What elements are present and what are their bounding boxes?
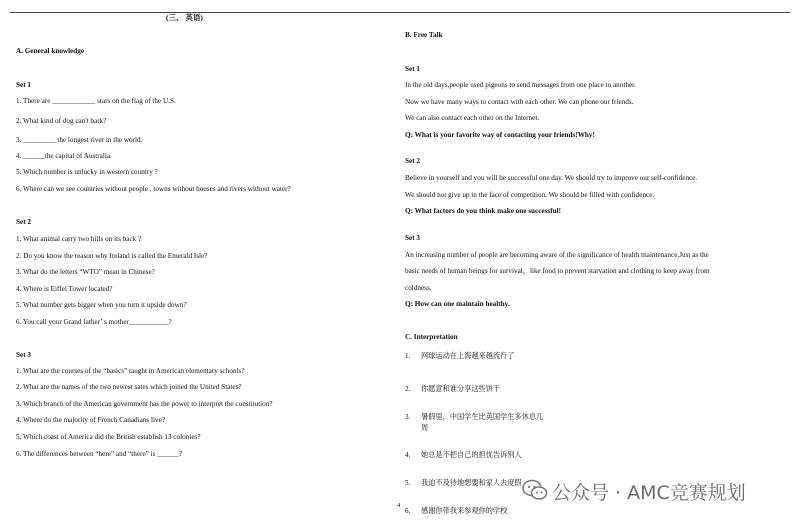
header-rule xyxy=(10,12,790,13)
interp-text: 你愿意和谁分享这些饼干 xyxy=(421,385,501,393)
question: 6. Where can we see countries without people , towns without houses and rivers without water? xyxy=(16,185,291,193)
question: 6. You call your Grand father’ s mother___________? xyxy=(16,318,172,326)
interp-number: 1. xyxy=(405,352,411,360)
question: 5. Which coast of America did the British establish 13 colonies? xyxy=(16,433,201,441)
question: 6. The differences between “here” and “there” is ______? xyxy=(16,450,182,458)
paragraph-line: Now we have many ways to contact with each other. We can phone our friends. xyxy=(405,98,634,106)
question: 4. Where do the majority of French Canadians live? xyxy=(16,416,165,424)
wechat-icon xyxy=(522,478,548,502)
question: 2. What kind of dog can't bark? xyxy=(16,117,107,125)
question: 2. Do you know the reason why Ireland is called the Emerald Isle? xyxy=(16,252,208,260)
discussion-question: Q: How can one maintain healthy. xyxy=(405,300,510,308)
question: 1. What are the courses of the “basics” taught in American elementary schools? xyxy=(16,367,245,375)
interp-text-cont: 周 xyxy=(421,424,429,432)
interp-number: 5. xyxy=(405,479,411,487)
paragraph-line: In the old days,people used pigeons to send messages from one place to another. xyxy=(405,81,636,89)
question: 3. Which branch of the American government has the power to interpret the constitution? xyxy=(16,400,273,408)
interp-text: 她总是不把自己的担忧告诉别人 xyxy=(421,451,522,459)
paragraph-line: Believe in yourself and you will be successful one day. We should try to improve our self-confidence. xyxy=(405,174,698,182)
interp-number: 2. xyxy=(405,385,411,393)
interp-number: 6. xyxy=(405,507,411,515)
watermark-text: 公众号 · AMC竞赛规划 xyxy=(552,482,746,504)
free-talk-set1-title: Set 1 xyxy=(405,65,420,73)
paragraph-line: An increasing number of people are becoming aware of the significance of health maintenance.Just as the xyxy=(405,251,709,259)
free-talk-set2-title: Set 2 xyxy=(405,157,420,165)
question: 5. What number gets bigger when you turn it upside down? xyxy=(16,301,187,309)
discussion-question: Q: What is your favorite way of contacting your friends!Why! xyxy=(405,131,595,139)
set1-title: Set 1 xyxy=(16,81,31,89)
interp-number: 4. xyxy=(405,451,411,459)
free-talk-set3-title: Set 3 xyxy=(405,234,420,242)
discussion-question: Q: What factors do you think make one successful! xyxy=(405,207,562,215)
section-a-title: A. General knowledge xyxy=(16,47,85,55)
paragraph-line: coldness. xyxy=(405,284,432,292)
question: 3. What do the letters “WTO” mean in Chinese? xyxy=(16,268,155,276)
page-header: (三、 英语) xyxy=(166,13,203,22)
interp-text: 感谢你带我来参观你的学校 xyxy=(421,507,508,515)
interp-text: 网球运动在上海越来越流行了 xyxy=(421,352,515,360)
interp-number: 3. xyxy=(405,413,411,421)
question: 2. What are the names of the two newest sates which joined the United States? xyxy=(16,383,242,391)
section-c-title: C. Interpretation xyxy=(405,333,458,341)
paragraph-line: basic needs of human beings for survival，like food to prevent starvation and clothing to keep away from xyxy=(405,267,710,275)
page-number: 4 xyxy=(397,502,401,509)
question: 4. Where is Eiffel Tower located? xyxy=(16,285,113,293)
paragraph-line: We should not give up in the face of competition. We should be filled with confidence. xyxy=(405,191,655,199)
paragraph-line: We can also contact each other on the Internet. xyxy=(405,114,540,122)
set2-title: Set 2 xyxy=(16,218,31,226)
section-b-title: B. Free Talk xyxy=(405,31,443,39)
interp-text: 暑假里，中国学生比英国学生多休息几 xyxy=(421,413,544,421)
question: 3. _________ the longest river in the world. xyxy=(16,136,143,144)
question: 5. Which number is unlucky in western country ? xyxy=(16,168,158,176)
question: 1. What animal carry two hills on its back ? xyxy=(16,235,142,243)
question: 4. ______the capital of Australia. xyxy=(16,152,112,160)
set3-title: Set 3 xyxy=(16,351,31,359)
interp-text: 我迫不及待地想要和家人去度假 xyxy=(421,479,522,487)
question: 1. There are ____________ stars on the flag of the U.S. xyxy=(16,97,176,105)
